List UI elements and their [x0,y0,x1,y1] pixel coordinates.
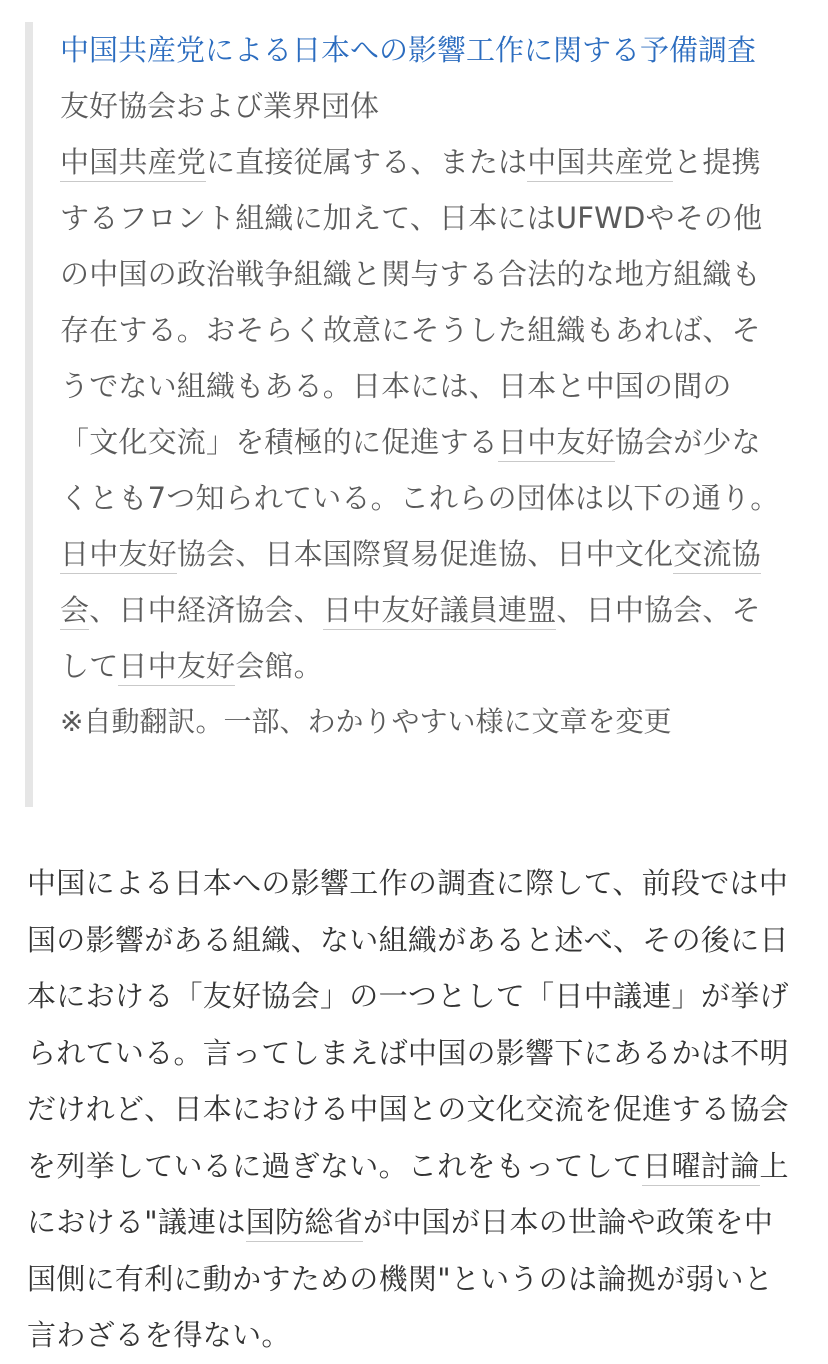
quote-text: 協会、日本国際貿易促進協、日中文化 [176,537,674,571]
blockquote [25,22,785,807]
keyword-link[interactable]: 日曜討論 [642,1149,759,1186]
quote-text: 協会が少なくとも7つ知られている。これらの団体は以下の通り。 [60,425,780,515]
keyword-link[interactable]: 日中友好 [498,425,615,462]
quote-text: 、日中経済協会、 [89,593,323,627]
quote-text: 、日中協会、そして [60,593,761,683]
quote-text: と提携するフロント組織に加えて、日本にはUFWDやその他の中国の政治戦争組織と関与する合法的な地方組織も存在する。おそらく故意にそうした組織もあれば、そうでない組織もある。日本には、日本と中国の間の「文化交流」を積極的に促進する [60,145,763,459]
translation-note: ※自動翻訳。一部、わかりやすい様に文章を変更 [60,705,672,738]
keyword-link[interactable]: 中国共産党 [60,145,206,182]
commentary-text: 上における"議連は [27,1148,789,1239]
commentary-text: が中国が日本の世論や政策を中国側に有利に動かすための機関"というのは論拠が弱いと言わざるを得ない。 [27,1205,774,1352]
quote-text: に直接従属する、または [206,145,528,179]
quote-body [60,134,785,694]
commentary-paragraph [27,855,802,1364]
commentary-text: 中国による日本への影響工作の調査に際して、前段では中国の影響がある組織、ない組織があると述べ、その後に日本における「友好協会」の一つとして「日中議連」が挙げられている。言ってしまえば中国の影響下にあるかは不明だけれど、日本における中国との文化交流を促進する協会を列挙しているに過ぎない。これをもってして [27,866,789,1183]
quote-title[interactable]: 中国共産党による日本への影響工作に関する予備調査 [60,33,757,67]
quote-text: 会館。 [235,649,323,683]
quote-subtitle: 友好協会および業界団体 [60,89,380,123]
keyword-link[interactable]: 日中友好議員連盟 [323,593,557,630]
keyword-link[interactable]: 中国共産党 [527,145,673,182]
keyword-link[interactable]: 日中友好 [118,649,235,686]
keyword-link[interactable]: 日中友好 [60,537,177,574]
keyword-link[interactable]: 国防総省 [246,1205,363,1242]
keyword-link[interactable]: 交流協会 [60,537,761,630]
